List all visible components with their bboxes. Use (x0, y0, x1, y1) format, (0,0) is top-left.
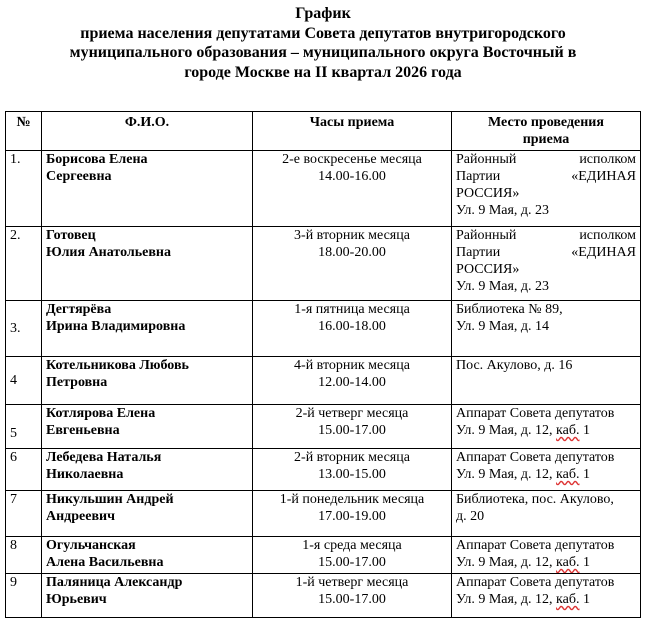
row-name (42, 491, 253, 537)
place-line (456, 168, 636, 185)
row-place (452, 449, 641, 491)
row-hours (253, 301, 452, 357)
hours-day: 4-й вторник месяца (294, 358, 410, 373)
row-num: 2. (6, 227, 42, 301)
schedule-table (5, 111, 641, 618)
row-name (42, 301, 253, 357)
hours-time: 18.00-20.00 (318, 245, 386, 260)
name-line: Петровна (46, 375, 108, 390)
row-num: 3. (6, 301, 42, 357)
row-hours (253, 357, 452, 405)
place-line: РОССИЯ» (456, 262, 520, 277)
table-header-row (6, 112, 641, 151)
table-row (6, 491, 641, 537)
place-line: Аппарат Совета депутатов (456, 538, 615, 553)
name-line: Евгеньевна (46, 423, 120, 438)
row-place (452, 491, 641, 537)
table-row (6, 574, 641, 618)
place-line (456, 466, 636, 483)
row-place (452, 151, 641, 227)
place-room-abbrev: каб. (556, 423, 580, 438)
row-hours (253, 151, 452, 227)
row-num: 8 (6, 537, 42, 574)
hours-day: 1-я среда месяца (302, 538, 402, 553)
hours-day: 1-й четверг месяца (295, 575, 409, 590)
place-room-number: 1 (582, 592, 590, 607)
title-line-1: График (295, 5, 351, 22)
header-place (452, 112, 641, 151)
table-row (6, 301, 641, 357)
place-word: Партии (456, 169, 501, 184)
place-line: д. 20 (456, 509, 485, 524)
name-line: Паляница Александр (46, 575, 183, 590)
hours-time: 13.00-15.00 (318, 467, 386, 482)
place-room-abbrev: каб. (556, 592, 580, 607)
header-place-line-2: приема (522, 132, 570, 147)
row-num: 5 (6, 405, 42, 449)
place-room-abbrev: каб. (556, 467, 580, 482)
row-hours (253, 574, 452, 618)
hours-time: 16.00-18.00 (318, 319, 386, 334)
table-row (6, 357, 641, 405)
row-num: 1. (6, 151, 42, 227)
name-line: Николаевна (46, 467, 124, 482)
name-line: Сергеевна (46, 169, 112, 184)
header-place-line-1: Место проведения (488, 115, 604, 130)
row-hours (253, 227, 452, 301)
table-row (6, 449, 641, 491)
row-num: 4 (6, 357, 42, 405)
title-line-3: муниципального образования – муниципального округа Восточный в (69, 44, 577, 61)
place-word: Партии (456, 245, 501, 260)
row-hours (253, 491, 452, 537)
name-line: Никульшин Андрей (46, 492, 174, 507)
row-hours (253, 537, 452, 574)
place-word: Районный (456, 152, 517, 167)
hours-day: 2-й четверг месяца (295, 406, 409, 421)
header-hours: Часы приема (253, 112, 452, 151)
row-name (42, 574, 253, 618)
hours-time: 15.00-17.00 (318, 555, 386, 570)
row-name (42, 357, 253, 405)
row-place (452, 537, 641, 574)
place-word: «ЕДИНАЯ (571, 169, 636, 184)
place-address: Ул. 9 Мая, д. 12, (456, 555, 553, 570)
name-line: Котлярова Елена (46, 406, 156, 421)
hours-day: 3-й вторник месяца (294, 228, 410, 243)
name-line: Юлия Анатольевна (46, 245, 171, 260)
name-line: Борисова Елена (46, 152, 148, 167)
place-line: Библиотека, пос. Акулово, (456, 492, 614, 507)
row-num: 9 (6, 574, 42, 618)
place-word: «ЕДИНАЯ (571, 245, 636, 260)
row-name (42, 537, 253, 574)
place-room-abbrev: каб. (556, 555, 580, 570)
row-place (452, 405, 641, 449)
place-line (456, 244, 636, 261)
place-word: Районный (456, 228, 517, 243)
place-room-number: 1 (582, 555, 590, 570)
place-line (456, 227, 636, 244)
table-row (6, 227, 641, 301)
name-line: Котельникова Любовь (46, 358, 189, 373)
place-line (456, 554, 636, 571)
table-row (6, 151, 641, 227)
row-name (42, 227, 253, 301)
name-line: Дегтярёва (46, 302, 112, 317)
place-word: исполком (579, 152, 636, 167)
place-room-number: 1 (582, 467, 590, 482)
place-line: Ул. 9 Мая, д. 23 (456, 203, 550, 218)
title-line-2: приема населения депутатами Совета депутатов внутригородского (80, 24, 566, 42)
hours-time: 12.00-14.00 (318, 375, 386, 390)
name-line: Огульчанская (46, 538, 136, 553)
place-address: Ул. 9 Мая, д. 12, (456, 467, 553, 482)
row-name (42, 405, 253, 449)
row-name (42, 151, 253, 227)
row-place (452, 227, 641, 301)
name-line: Лебедева Наталья (46, 450, 162, 465)
row-place (452, 574, 641, 618)
row-place (452, 357, 641, 405)
place-line (456, 422, 636, 439)
table-row (6, 405, 641, 449)
row-hours (253, 405, 452, 449)
place-line: РОССИЯ» (456, 186, 520, 201)
place-line: Аппарат Совета депутатов (456, 450, 615, 465)
place-line: Пос. Акулово, д. 16 (456, 358, 573, 373)
table-row (6, 537, 641, 574)
row-name (42, 449, 253, 491)
row-hours (253, 449, 452, 491)
place-line: Аппарат Совета депутатов (456, 575, 615, 590)
hours-time: 14.00-16.00 (318, 169, 386, 184)
title-line-4: городе Москве на II квартал 2026 года (184, 63, 462, 81)
name-line: Алена Васильевна (46, 555, 164, 570)
place-line (456, 151, 636, 168)
hours-day: 1-я пятница месяца (294, 302, 410, 317)
name-line: Андреевич (46, 509, 115, 524)
place-line (456, 591, 636, 608)
hours-time: 15.00-17.00 (318, 423, 386, 438)
hours-day: 2-й вторник месяца (294, 450, 410, 465)
row-place (452, 301, 641, 357)
row-num: 6 (6, 449, 42, 491)
name-line: Юрьевич (46, 592, 107, 607)
header-name: Ф.И.О. (42, 112, 253, 151)
place-line: Библиотека № 89, (456, 302, 563, 317)
place-word: исполком (579, 228, 636, 243)
hours-time: 17.00-19.00 (318, 509, 386, 524)
place-line: Ул. 9 Мая, д. 14 (456, 319, 550, 334)
name-line: Готовец (46, 228, 96, 243)
place-address: Ул. 9 Мая, д. 12, (456, 423, 553, 438)
place-line: Аппарат Совета депутатов (456, 406, 615, 421)
hours-day: 1-й понедельник месяца (279, 492, 425, 507)
row-num: 7 (6, 491, 42, 537)
place-line: Ул. 9 Мая, д. 23 (456, 279, 550, 294)
place-room-number: 1 (582, 423, 590, 438)
document-title (0, 4, 646, 82)
name-line: Ирина Владимировна (46, 319, 186, 334)
header-num: № (6, 112, 42, 151)
place-address: Ул. 9 Мая, д. 12, (456, 592, 553, 607)
hours-time: 15.00-17.00 (318, 592, 386, 607)
hours-day: 2-е воскресенье месяца (282, 152, 422, 167)
